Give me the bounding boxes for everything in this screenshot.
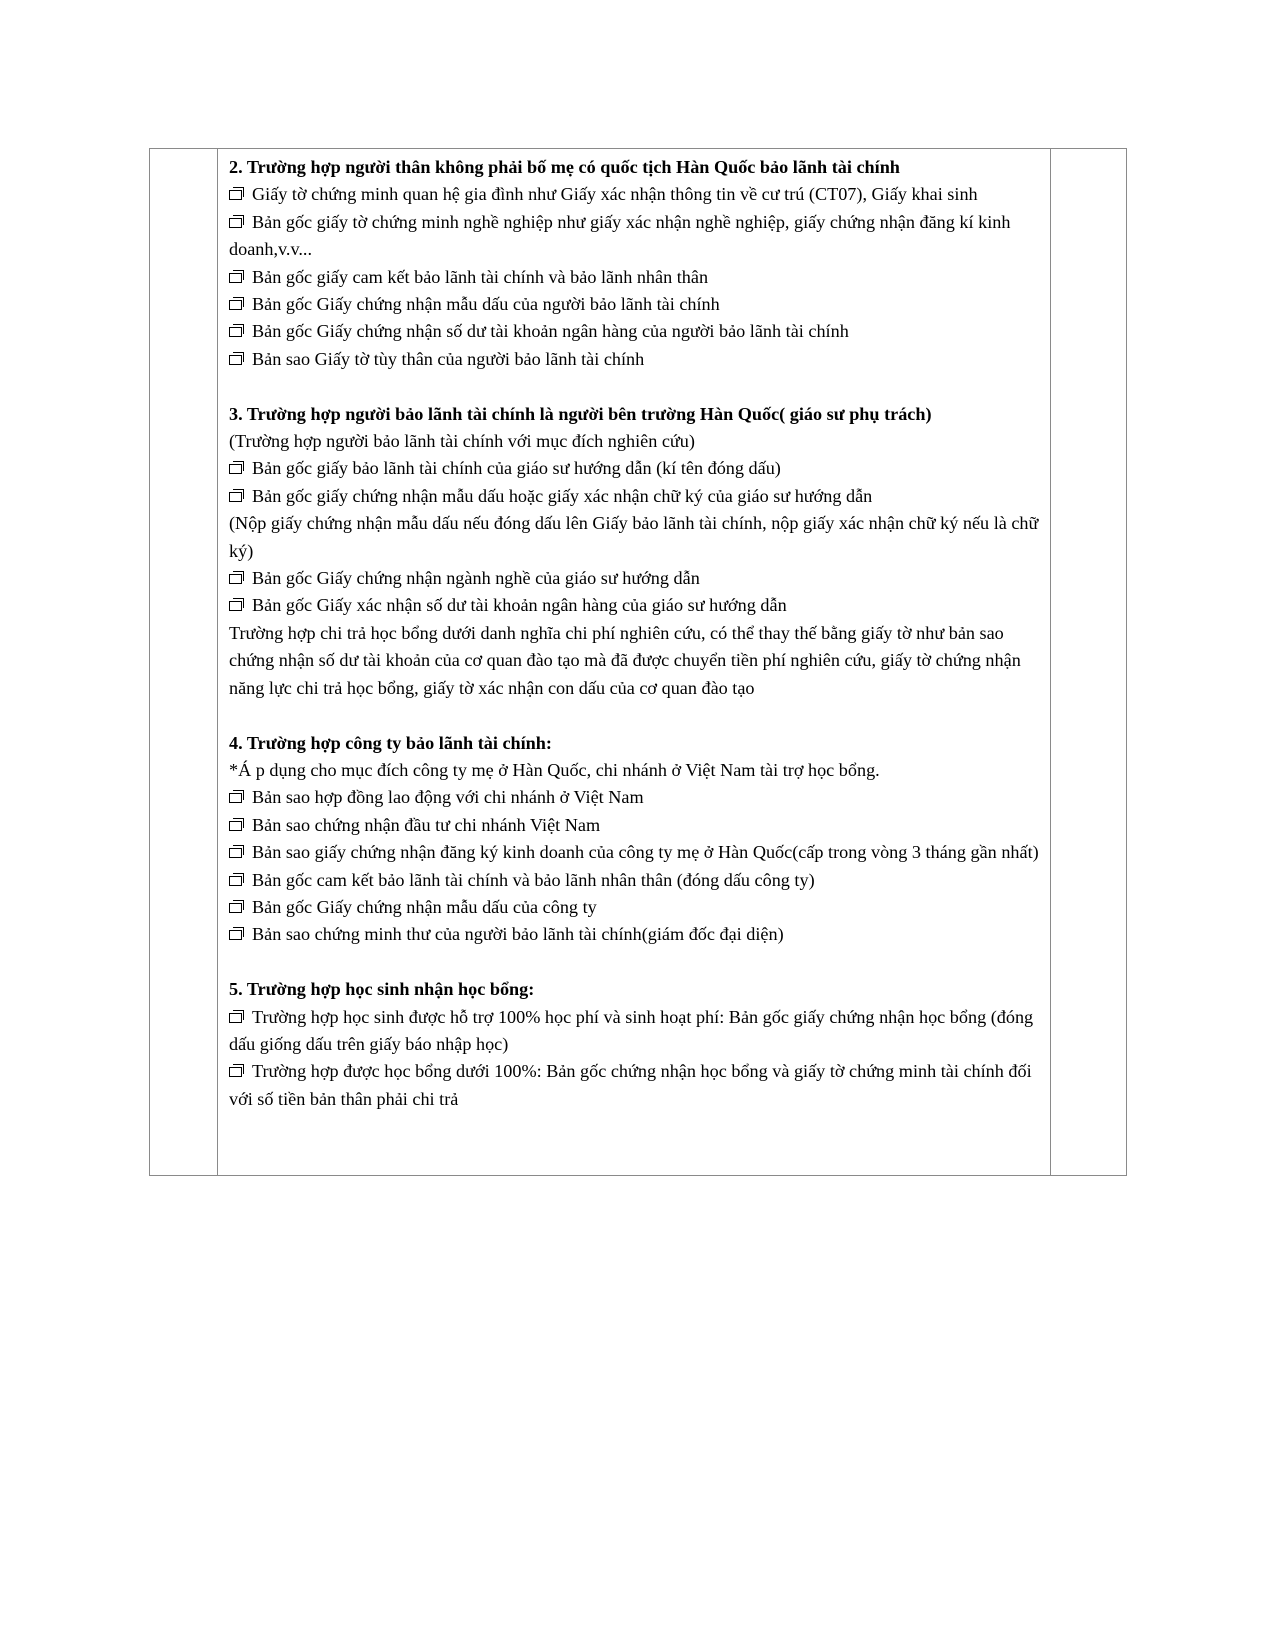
section-heading: 5. Trường hợp học sinh nhận học bổng:	[229, 979, 535, 1000]
note-text: (Trường hợp người bảo lãnh tài chính với mục đích nghiên cứu)	[229, 431, 695, 452]
section-4	[229, 730, 1044, 949]
checkbox-icon	[229, 1064, 246, 1078]
list-item-text: Bản sao giấy chứng nhận đăng ký kinh doanh của công ty mẹ ở Hàn Quốc(cấp trong vòng 3 tháng gần nhất)	[252, 842, 1039, 863]
list-item	[229, 592, 1044, 619]
checkbox-icon	[229, 927, 246, 941]
checkbox-icon	[229, 297, 246, 311]
checkbox-icon	[229, 790, 246, 804]
list-item	[229, 921, 1044, 948]
list-item-text: Bản sao chứng nhận đầu tư chi nhánh Việt Nam	[252, 814, 601, 835]
checkbox-icon	[229, 324, 246, 338]
note-text: (Nộp giấy chứng nhận mẫu dấu nếu đóng dấu lên Giấy bảo lãnh tài chính, nộp giấy xác nhận chữ ký nếu là chữ ký)	[229, 513, 1039, 561]
table-left-column	[150, 149, 218, 1175]
section-3	[229, 401, 1044, 702]
list-item-text: Bản gốc giấy tờ chứng minh nghề nghiệp như giấy xác nhận nghề nghiệp, giấy chứng nhận đăng kí kinh doanh,v.v...	[229, 211, 1011, 260]
list-item-text: Bản gốc Giấy chứng nhận mẫu dấu của công ty	[252, 896, 597, 917]
list-item	[229, 1004, 1044, 1059]
list-item	[229, 839, 1044, 866]
list-item-text: Trường hợp được học bổng dưới 100%: Bản gốc chứng nhận học bổng và giấy tờ chứng minh tài chính đối với số tiền bản thân phải chi trả	[229, 1061, 1032, 1109]
document-table	[149, 148, 1127, 1176]
table-right-column	[1051, 149, 1126, 1175]
checkbox-icon	[229, 461, 246, 475]
section-spacer	[229, 373, 1044, 400]
checkbox-icon	[229, 845, 246, 859]
note-text: *Á p dụng cho mục đích công ty mẹ ở Hàn Quốc, chi nhánh ở Việt Nam tài trợ học bổng.	[229, 759, 880, 780]
note-text: Trường hợp chi trả học bổng dưới danh nghĩa chi phí nghiên cứu, có thể thay thế bằng giấy tờ như bản sao chứng nhận số dư tài khoản của cơ quan đào tạo mà đã được chuyển tiền phí nghiên cứu, giấy tờ chứng nhận năng lực chi trả học bổng, giấy tờ xác nhận con dấu của cơ quan đào tạo	[229, 622, 1021, 698]
list-item	[229, 291, 1044, 318]
list-item	[229, 455, 1044, 482]
checkbox-icon	[229, 818, 246, 832]
checkbox-icon	[229, 1010, 246, 1024]
list-item-text: Bản gốc giấy bảo lãnh tài chính của giáo sư hướng dẫn (kí tên đóng dấu)	[252, 458, 781, 479]
list-item	[229, 318, 1044, 345]
checkbox-icon	[229, 598, 246, 612]
checkbox-icon	[229, 489, 246, 503]
list-item	[229, 1058, 1044, 1113]
list-item	[229, 483, 1044, 510]
table-content-column	[218, 149, 1051, 1175]
list-item	[229, 264, 1044, 291]
section-heading: 2. Trường hợp người thân không phải bố mẹ có quốc tịch Hàn Quốc bảo lãnh tài chính	[229, 157, 900, 177]
checkbox-icon	[229, 571, 246, 585]
list-item-text: Bản gốc Giấy chứng nhận mẫu dấu của người bảo lãnh tài chính	[252, 294, 720, 315]
checkbox-icon	[229, 900, 246, 914]
list-item-text: Trường hợp học sinh được hỗ trợ 100% học phí và sinh hoạt phí: Bản gốc giấy chứng nhận học bổng (đóng dấu giống dấu trên giấy báo nhập học)	[229, 1006, 1034, 1054]
list-item-text: Giấy tờ chứng minh quan hệ gia đình như Giấy xác nhận thông tin về cư trú (CT07), Giấy khai sinh	[252, 184, 978, 205]
list-item-text: Bản gốc Giấy xác nhận số dư tài khoản ngân hàng của giáo sư hướng dẫn	[252, 595, 787, 616]
list-item-text: Bản gốc cam kết bảo lãnh tài chính và bảo lãnh nhân thân (đóng dấu công ty)	[252, 869, 815, 890]
list-item-text: Bản sao Giấy tờ tùy thân của người bảo lãnh tài chính	[252, 348, 645, 369]
list-item	[229, 181, 1044, 208]
section-spacer	[229, 949, 1044, 976]
list-item	[229, 812, 1044, 839]
section-heading: 4. Trường hợp công ty bảo lãnh tài chính:	[229, 732, 552, 753]
list-item-text: Bản gốc Giấy chứng nhận ngành nghề của giáo sư hướng dẫn	[252, 568, 700, 589]
list-item-text: Bản gốc Giấy chứng nhận số dư tài khoản ngân hàng của người bảo lãnh tài chính	[252, 321, 849, 342]
list-item-text: Bản gốc giấy cam kết bảo lãnh tài chính và bảo lãnh nhân thân	[252, 266, 709, 287]
list-item	[229, 894, 1044, 921]
list-item	[229, 565, 1044, 592]
list-item-text: Bản sao hợp đồng lao động với chi nhánh ở Việt Nam	[252, 787, 644, 808]
section-spacer	[229, 702, 1044, 729]
list-item	[229, 867, 1044, 894]
checkbox-icon	[229, 270, 246, 284]
list-item	[229, 209, 1044, 264]
list-item	[229, 346, 1044, 373]
checkbox-icon	[229, 215, 246, 229]
section-2	[229, 154, 1044, 373]
section-heading: 3. Trường hợp người bảo lãnh tài chính là người bên trường Hàn Quốc( giáo sư phụ trách)	[229, 403, 932, 424]
checkbox-icon	[229, 873, 246, 887]
checkbox-icon	[229, 352, 246, 366]
checkbox-icon	[229, 187, 246, 201]
section-5	[229, 976, 1044, 1113]
list-item-text: Bản sao chứng minh thư của người bảo lãnh tài chính(giám đốc đại diện)	[252, 924, 784, 945]
list-item	[229, 784, 1044, 811]
list-item-text: Bản gốc giấy chứng nhận mẫu dấu hoặc giấy xác nhận chữ ký của giáo sư hướng dẫn	[252, 485, 873, 506]
